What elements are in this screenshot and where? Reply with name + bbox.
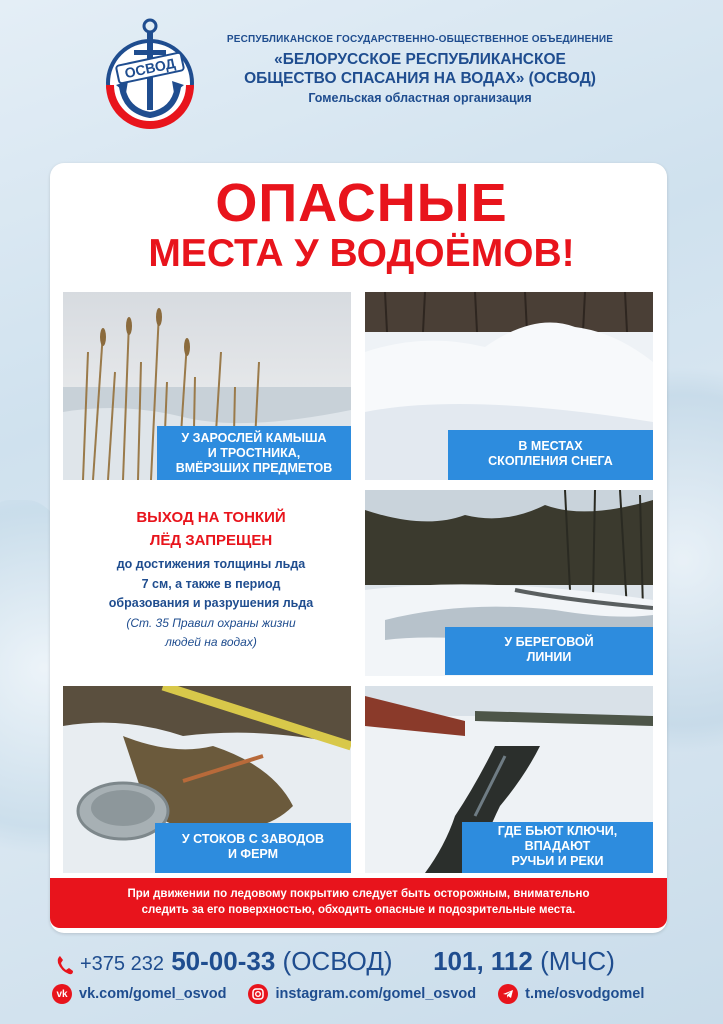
caption-shoreline-line1: У БЕРЕГОВОЙ: [504, 635, 594, 649]
safety-notice: [50, 878, 667, 928]
telegram-link[interactable]: [498, 984, 644, 1004]
ban-title-line1: ВЫХОД НА ТОНКИЙ: [136, 509, 286, 526]
caption-reeds-line1: У ЗАРОСЛЕЙ КАМЫША: [181, 431, 327, 445]
title-sub: МЕСТА У ВОДОЁМОВ!: [148, 232, 575, 275]
emergency-org: (МЧС): [540, 946, 615, 976]
instagram-link-text[interactable]: instagram.com/gomel_osvod: [275, 986, 477, 1002]
emergency-numbers[interactable]: 101, 112: [433, 946, 533, 976]
vk-link[interactable]: [52, 984, 226, 1004]
title-main: ОПАСНЫЕ: [215, 173, 508, 233]
org-branch: Гомельская областная организация: [308, 91, 532, 105]
caption-drains: [155, 823, 351, 873]
caption-snowdrift-line1: В МЕСТАХ: [518, 439, 583, 453]
ban-title-line2: ЛЁД ЗАПРЕЩЕН: [149, 532, 273, 549]
caption-drains-line1: У СТОКОВ С ЗАВОДОВ: [181, 832, 325, 846]
ban-text-line2: 7 см, а также в период: [141, 576, 281, 591]
caption-reeds-line2: И ТРОСТНИКА,: [207, 446, 301, 460]
phone-icon: [56, 952, 74, 974]
caption-springs-line3: РУЧЬИ И РЕКИ: [511, 854, 604, 868]
caption-springs: [462, 822, 653, 873]
caption-snowdrift-line2: СКОПЛЕНИЯ СНЕГА: [488, 454, 613, 468]
caption-springs-line2: ВПАДАЮТ: [524, 839, 591, 853]
org-name-line2: ОБЩЕСТВО СПАСАНИЯ НА ВОДАХ» (ОСВОД): [244, 70, 596, 87]
ban-notice: [72, 506, 350, 652]
vk-link-text[interactable]: vk.com/gomel_osvod: [79, 986, 227, 1002]
caption-shoreline-line2: ЛИНИИ: [526, 650, 572, 664]
phone-prefix[interactable]: +375 232: [80, 953, 164, 975]
telegram-link-text[interactable]: t.me/osvodgomel: [525, 986, 645, 1002]
vk-icon: vk: [52, 984, 72, 1004]
ban-text-line1: до достижения толщины льда: [116, 557, 306, 571]
telegram-icon: [498, 984, 518, 1004]
phone-number[interactable]: 50-00-33: [171, 946, 276, 976]
social-links: [52, 984, 682, 1004]
ban-reference-line2: людей на водах): [165, 634, 257, 649]
safety-notice-line2: следить за его поверхностью, обходить опасные и подозрительные места.: [141, 904, 576, 916]
caption-drains-line2: И ФЕРМ: [227, 847, 279, 861]
phone-row: [56, 946, 676, 977]
org-name-line1: «БЕЛОРУССКОЕ РЕСПУБЛИКАНСКОЕ: [274, 51, 566, 68]
phone-org: (ОСВОД): [282, 946, 393, 976]
contacts: [0, 940, 723, 1024]
ban-reference-line1: (Ст. 35 Правил охраны жизни: [126, 615, 296, 630]
logo-text: ОСВОД: [123, 54, 177, 82]
caption-springs-line1: ГДЕ БЬЮТ КЛЮЧИ,: [497, 824, 618, 838]
org-type: РЕСПУБЛИКАНСКОЕ ГОСУДАРСТВЕННО-ОБЩЕСТВЕННОЕ ОБЪЕДИНЕНИЕ: [226, 34, 614, 45]
safety-notice-line1: При движении по ледовому покрытию следует быть осторожным, внимательно: [127, 888, 590, 900]
caption-snowdrift: [448, 430, 653, 480]
instagram-link[interactable]: [248, 984, 476, 1004]
instagram-icon: [248, 984, 268, 1004]
ban-text-line3: образования и разрушения льда: [108, 596, 314, 610]
osvod-logo: [104, 15, 196, 133]
caption-reeds-line3: ВМЁРЗШИХ ПРЕДМЕТОВ: [175, 461, 333, 475]
header: [0, 0, 723, 150]
organization-block: [205, 34, 635, 105]
caption-reeds: [157, 426, 351, 480]
caption-shoreline: [445, 627, 653, 675]
